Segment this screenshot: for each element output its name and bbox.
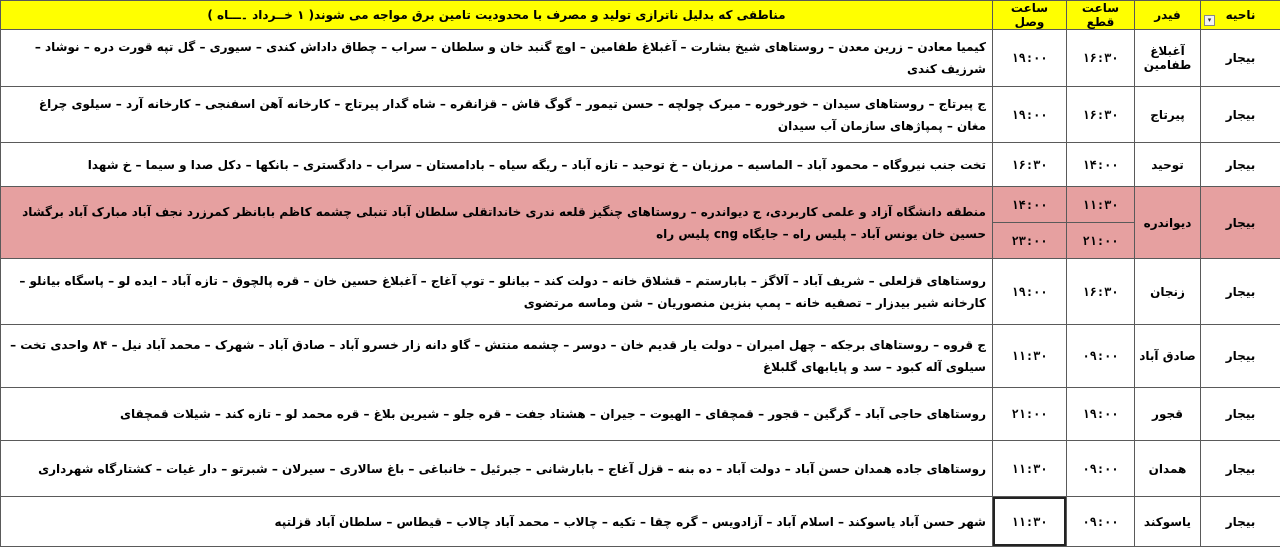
areas-cell: روستاهای قزلعلی – شریف آباد – آلاگز – بابارستم – قشلاق خانه – دولت کند – بیانلو – توپ آغاج – آغبلاغ حسین خان – قره پالچوق – تازه آباد – ایده لو – پاسگاه بیانلو – کارخانه شیر بیدزار – تصفیه خانه – پمپ بنزین منصوریان – شن وماسه مرتضوی [1,259,993,325]
table-row [1,325,1280,388]
connect-time-cell: ۱۱:۳۰ [993,441,1067,497]
cut-time-cell: ۱۶:۳۰ [1067,87,1135,143]
table-row [1,497,1280,547]
feeder-cell: قجور [1135,388,1201,441]
connect-time-cell-second: ۲۳:۰۰ [993,223,1067,259]
cut-time-cell: ۱۹:۰۰ [1067,388,1135,441]
region-cell: بیجار [1201,497,1280,547]
areas-cell: روستاهای حاجی آباد – گرگین – قجور – قمچقای – الهیوت – جیران – هشتاد جفت – قره جلو – شیرین بلاغ – قره محمد لو – تازه کند – شیلات قمچقای [1,388,993,441]
areas-cell: روستاهای جاده همدان حسن آباد – دولت آباد – ده بنه – قزل آغاج – بابارشانی – جبرئیل – خانباغی – باغ سالاری – سیرلان – شبرتو – دار غیات – کشتارگاه شهرداری [1,441,993,497]
feeder-cell: پیرتاج [1135,87,1201,143]
table-row-highlighted [1,187,1280,223]
connect-time-cell: ۱۹:۰۰ [993,259,1067,325]
areas-cell: منطقه دانشگاه آزاد و علمی کاربردی، ج دیواندره – روستاهای چنگیز قلعه ندری خانداتقلی سلطان آباد تنبلی چشمه کاظم بابانظر کمرزرد نجف آباد مبارک آباد برگشاد حسین خان یونس آباد – پلیس راه – جایگاه cng پلیس راه [1,187,993,259]
feeder-cell: یاسوکند [1135,497,1201,547]
connect-time-cell: ۱۹:۰۰ [993,30,1067,87]
region-cell: بیجار [1201,143,1280,187]
feeder-cell: توحید [1135,143,1201,187]
connect-time-cell: ۱۹:۰۰ [993,87,1067,143]
cut-time-cell-second: ۲۱:۰۰ [1067,223,1135,259]
region-cell: بیجار [1201,187,1280,259]
header-areas: مناطقی که بدلیل ناترازی تولید و مصرف با محدودیت تامین برق مواجه می شوند( ۱ خــرداد ۔ـــاه ) [1,1,993,30]
connect-time-cell: ۱۴:۰۰ [993,187,1067,223]
table-row [1,87,1280,143]
areas-cell: کیمیا معادن – زرین معدن – روستاهای شیخ بشارت – آغبلاغ طفامین – اوچ گنبد خان و سلطان – سراب – چطاق داداش کندی – سیوری – گل تپه قورت دره – نوشاد – شرزیف کندی [1,30,993,87]
cut-time-cell: ۰۹:۰۰ [1067,497,1135,547]
header-region-label: ناحیه [1226,8,1256,22]
header-region[interactable] [1201,1,1280,30]
header-row [1,1,1280,30]
header-feeder: فیدر [1135,1,1201,30]
filter-dropdown-icon[interactable]: ▾ [1204,15,1215,26]
table-row [1,143,1280,187]
table-row [1,259,1280,325]
cut-time-cell: ۰۹:۰۰ [1067,325,1135,388]
region-cell: بیجار [1201,259,1280,325]
cut-time-cell: ۱۴:۰۰ [1067,143,1135,187]
region-cell: بیجار [1201,388,1280,441]
region-cell: بیجار [1201,30,1280,87]
cut-time-cell: ۱۶:۳۰ [1067,30,1135,87]
cut-time-cell: ۱۱:۳۰ [1067,187,1135,223]
header-cut-time: ساعت قطع [1067,1,1135,30]
table-row [1,441,1280,497]
table-row [1,30,1280,87]
header-connect-time: ساعت وصل [993,1,1067,30]
cut-time-cell: ۰۹:۰۰ [1067,441,1135,497]
feeder-cell: همدان [1135,441,1201,497]
connect-time-cell: ۲۱:۰۰ [993,388,1067,441]
connect-time-cell: ۱۶:۳۰ [993,143,1067,187]
region-cell: بیجار [1201,87,1280,143]
connect-time-cell: ۱۱:۳۰ [993,497,1067,547]
region-cell: بیجار [1201,325,1280,388]
feeder-cell: زنجان [1135,259,1201,325]
areas-cell: تخت جنب نیروگاه – محمود آباد – الماسیه – مرزبان – خ توحید – تازه آباد – ریگه سیاه – بادامستان – سراب – دادگستری – بانکها – دکل صدا و سیما – خ شهدا [1,143,993,187]
feeder-cell: دیواندره [1135,187,1201,259]
areas-cell: شهر حسن آباد یاسوکند – اسلام آباد – آزادویس – گره چقا – تکیه – چالاب – محمد آباد چالاب – قیطاس – سلطان آباد قزلتپه [1,497,993,547]
feeder-cell: آغبلاغ طفامین [1135,30,1201,87]
areas-cell: ج پیرتاج – روستاهای سیدان – خورخوره – میرک چولچه – حسن تیمور – گوگ قاش – قزانقره – شاه گدار پیرتاج – کارخانه آهن اسفنجی – کارخانه آرد – سیلوی چراغ مغان – پمپاژهای سازمان آب سیدان [1,87,993,143]
connect-time-cell: ۱۱:۳۰ [993,325,1067,388]
region-cell: بیجار [1201,441,1280,497]
areas-cell: ج قروه – روستاهای برجکه – چهل امیران – دولت یار قدیم خان – دوسر – چشمه منتش – گاو دانه زار خسرو آباد – صادق آباد – شهرک – محمد آباد نیل – ۸۴ واحدی تخت – سیلوی آله کبود – سد و پایابهای گلبلاغ [1,325,993,388]
feeder-cell: صادق آباد [1135,325,1201,388]
cut-time-cell: ۱۶:۳۰ [1067,259,1135,325]
table-row [1,388,1280,441]
